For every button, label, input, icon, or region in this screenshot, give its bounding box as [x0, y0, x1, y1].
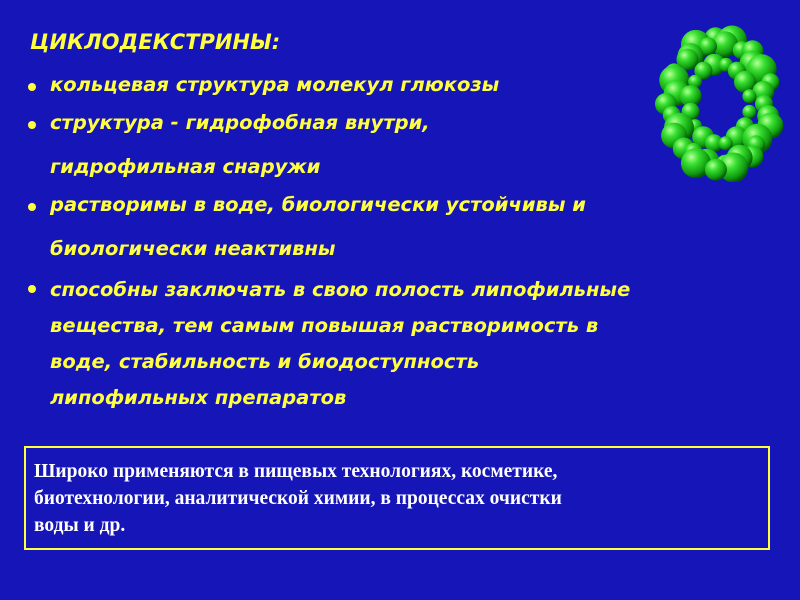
slide-title: ЦИКЛОДЕКСТРИНЫ: — [30, 30, 281, 54]
bullet-text: гидрофильная снаружи — [50, 155, 321, 178]
info-text: биотехнологии, аналитической химии, в процессах очистки — [34, 488, 562, 509]
info-text: воды и др. — [34, 515, 126, 536]
bullet-text: воде, стабильность и биодоступность — [50, 350, 480, 373]
bullet-item — [28, 272, 768, 416]
bullet-text: липофильных препаратов — [50, 386, 347, 409]
bullet-dot-icon — [28, 285, 36, 293]
bullet-dot-icon — [28, 203, 36, 211]
bullet-text: кольцевая структура молекул глюкозы — [50, 73, 500, 96]
bullet-dot-icon — [28, 121, 36, 129]
bullet-text: растворимы в воде, биологически устойчивы и — [50, 193, 586, 216]
molecule-atom — [742, 105, 756, 119]
molecule-atom — [742, 89, 756, 103]
info-box — [24, 446, 770, 550]
bullet-text: способны заключать в свою полость липофильные — [50, 278, 631, 301]
molecule-atom — [719, 136, 733, 150]
cyclodextrin-molecule-icon — [655, 22, 785, 182]
bullet-dot-icon — [28, 83, 36, 91]
molecule-atom — [705, 159, 727, 181]
molecule-cavity — [702, 78, 738, 130]
bullet-text: структура - гидрофобная внутри, — [50, 111, 430, 134]
bullet-item — [28, 190, 768, 264]
info-text: Широко применяются в пищевых технологиях, косметике, — [34, 461, 558, 482]
bullet-text: вещества, тем самым повышая растворимость в — [50, 314, 599, 337]
bullet-text: биологически неактивны — [50, 237, 336, 260]
